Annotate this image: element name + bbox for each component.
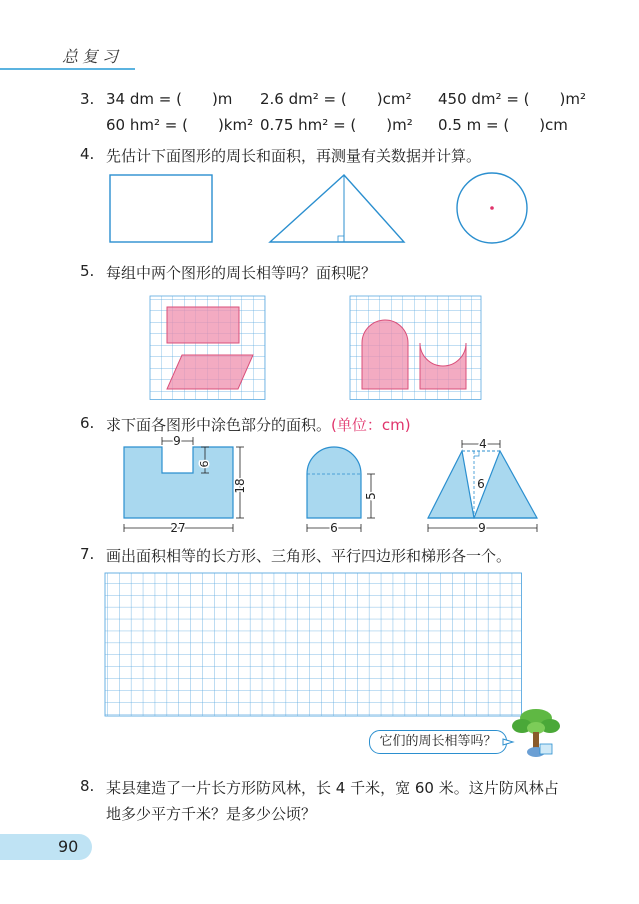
fig3-label-top: 4 [479,437,487,451]
q8-number: 8. [80,777,95,795]
q4-triangle [270,175,404,242]
fig1-label-notch: 6 [198,460,211,468]
q4-text: 先估计下面图形的周长和面积，再测量有关数据并计算。 [106,147,482,165]
q3-number: 3. [80,90,95,108]
q5-pink-parallelogram [167,355,253,389]
speech-bubble-tail [503,739,513,745]
fig1-label-top: 9 [173,434,181,448]
fig2-label-width: 6 [330,521,338,535]
q5-number: 5. [80,262,95,280]
q4-circle-center [490,206,494,210]
fig2-label-height: 5 [364,492,378,500]
q4-number: 4. [80,145,95,163]
q3-item-1: 34 dm = ( )m [106,90,233,108]
q3-item-2: 2.6 dm² = ( )cm² [260,90,412,108]
q5-pink-arch [362,320,408,389]
page-number: 90 [58,837,79,856]
q3-item-6: 0.5 m = ( )cm [438,116,568,134]
q3-item-4: 60 hm² = ( )km² [106,116,254,134]
q3-item-3: 450 dm² = ( )m² [438,90,586,108]
q7-text: 画出面积相等的长方形、三角形、平行四边形和梯形各一个。 [106,547,512,565]
section-title: 总复习 [62,47,123,66]
q5-grid-right [350,296,481,400]
q4-rectangle [110,175,212,242]
q6-text: 求下面各图形中涂色部分的面积。(单位：cm) [106,416,411,434]
q5-text: 每组中两个图形的周长相等吗？面积呢？ [106,264,377,282]
fig3-label-width: 9 [478,521,486,535]
q6-unit: (单位：cm) [331,416,411,434]
q4-right-angle-mark [338,236,344,242]
speech-bubble: 它们的周长相等吗？ [369,730,507,754]
q6-figure-2 [307,447,378,535]
q3-item-5: 0.75 hm² = ( )m² [260,116,413,134]
q6-figure-1 [124,434,247,535]
q7-number: 7. [80,545,95,563]
q6-number: 6. [80,414,95,432]
q7-drawing-grid [105,573,522,716]
fig1-label-height: 18 [233,478,247,494]
q5-pink-rectangle [167,307,239,343]
q8-line2: 地多少平方千米？是多少公顷？ [106,805,317,823]
q6-figure-3 [428,437,537,535]
fig3-label-height: 6 [477,477,485,491]
fig1-label-width: 27 [170,521,186,535]
q8-line1: 某县建造了一片长方形防风林，长 4 千米，宽 60 米。这片防风林占 [106,779,559,797]
q5-grid-left [150,296,265,400]
